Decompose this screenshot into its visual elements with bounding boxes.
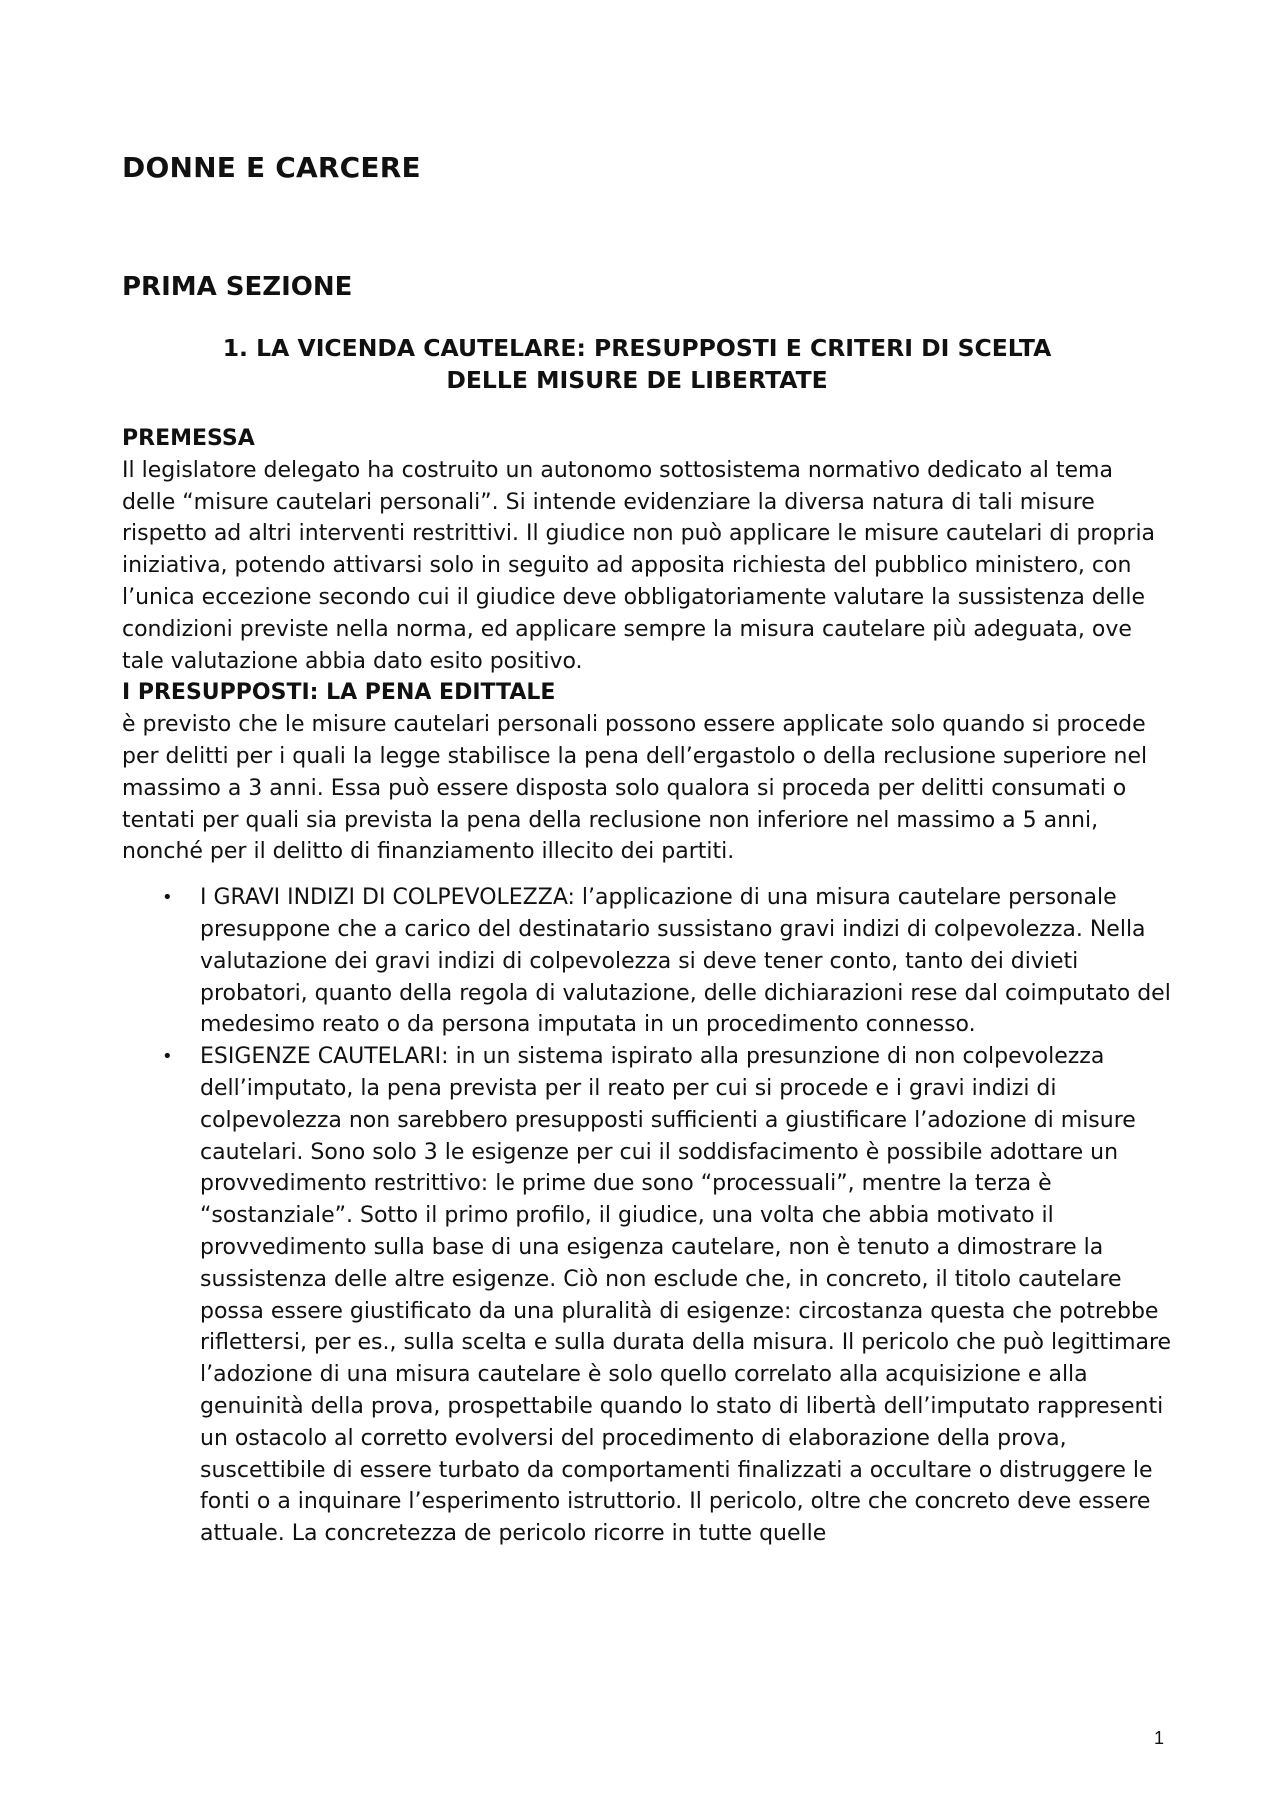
- list-item-gravi-indizi: [122, 882, 1172, 1041]
- section-title: PRIMA SEZIONE: [122, 272, 353, 302]
- requirements-list: [122, 882, 1172, 1550]
- premessa-paragraph: Il legislatore delegato ha costruito un autonomo sottosistema normativo dedicato al tema delle “misure cautelari personali”. Si intende evidenziare la diversa natura di tali misure rispetto ad altri interventi restrittivi. Il giudice non può applicare le misure cautelari di propria iniziativa, potendo attivarsi solo in seguito ad apposita richiesta del pubblico ministero, con l’unica eccezione secondo cui il giudice deve obbligatoriamente valutare la sussistenza delle condizioni previste nella norma, ed applicare sempre la misura cautelare più adeguata, ove tale valutazione abbia dato esito positivo.: [122, 457, 1156, 674]
- document-title: DONNE E CARCERE: [122, 151, 421, 184]
- premessa-heading: PREMESSA: [122, 426, 255, 451]
- bullet-icon: •: [162, 887, 173, 909]
- list-item-esigenze-cautelari: [122, 1041, 1172, 1550]
- chapter-title-line-2: DELLE MISURE DE LIBERTATE: [446, 366, 828, 394]
- presupposti-heading: I PRESUPPOSTI: LA PENA EDITTALE: [122, 680, 556, 706]
- document-body: [122, 423, 1172, 1550]
- list-item-text: ESIGENZE CAUTELARI: in un sistema ispirato alla presunzione di non colpevolezza dell’imputato, la pena prevista per il reato per cui si procede e i gravi indizi di colpevolezza non sarebbero presupposti sufficienti a giustificare l’adozione di misure cautelari. Sono solo 3 le esigenze per cui il soddisfacimento è possibile adottare un provvedimento restrittivo: le prime due sono “processuali”, mentre la terza è “sostanziale”. Sotto il primo profilo, il giudice, una volta che abbia motivato il provvedimento sulla base di una esigenza cautelare, non è tenuto a dimostrare la sussistenza delle altre esigenze. Ciò non esclude che, in concreto, il titolo cautelare possa essere giustificato da una pluralità di esigenze: circostanza questa che potrebbe riflettersi, per es., sulla scelta e sulla durata della misura. Il pericolo che può legittimare l’adozione di una misura cautelare è solo quello correlato alla acquisizione e alla genuinità della prova, prospettabile quando lo stato di libertà dell’imputato rappresenti un ostacolo al corretto evolversi del procedimento di elaborazione della prova, suscettibile di essere turbato da comportamenti finalizzati a occultare o distruggere le fonti o a inquinare l’esperimento istruttorio. Il pericolo, oltre che concreto deve essere attuale. La concretezza de pericolo ricorre in tutte quelle: [200, 1044, 1172, 1547]
- presupposti-paragraph: è previsto che le misure cautelari personali possono essere applicate solo quando si procede per delitti per i quali la legge stabilisce la pena dell’ergastolo o della reclusione superiore nel massimo a 3 anni. Essa può essere disposta solo qualora si proceda per delitti consumati o tentati per quali sia prevista la pena della reclusione non inferiore nel massimo a 5 anni, nonché per il delitto di finanziamento illecito dei partiti.: [122, 712, 1148, 865]
- chapter-title-line-1: 1. LA VICENDA CAUTELARE: PRESUPPOSTI E CRITERI DI SCELTA: [222, 334, 1052, 362]
- page-number: 1: [1153, 1728, 1164, 1748]
- bullet-icon: •: [162, 1046, 173, 1068]
- chapter-title: [122, 332, 1152, 396]
- list-item-text: I GRAVI INDIZI DI COLPEVOLEZZA: l’applicazione di una misura cautelare personale presuppone che a carico del destinatario sussistano gravi indizi di colpevolezza. Nella valutazione dei gravi indizi di colpevolezza si deve tener conto, tanto dei divieti probatori, quanto della regola di valutazione, delle dichiarazioni rese dal coimputato del medesimo reato o da persona imputata in un procedimento connesso.: [200, 885, 1171, 1038]
